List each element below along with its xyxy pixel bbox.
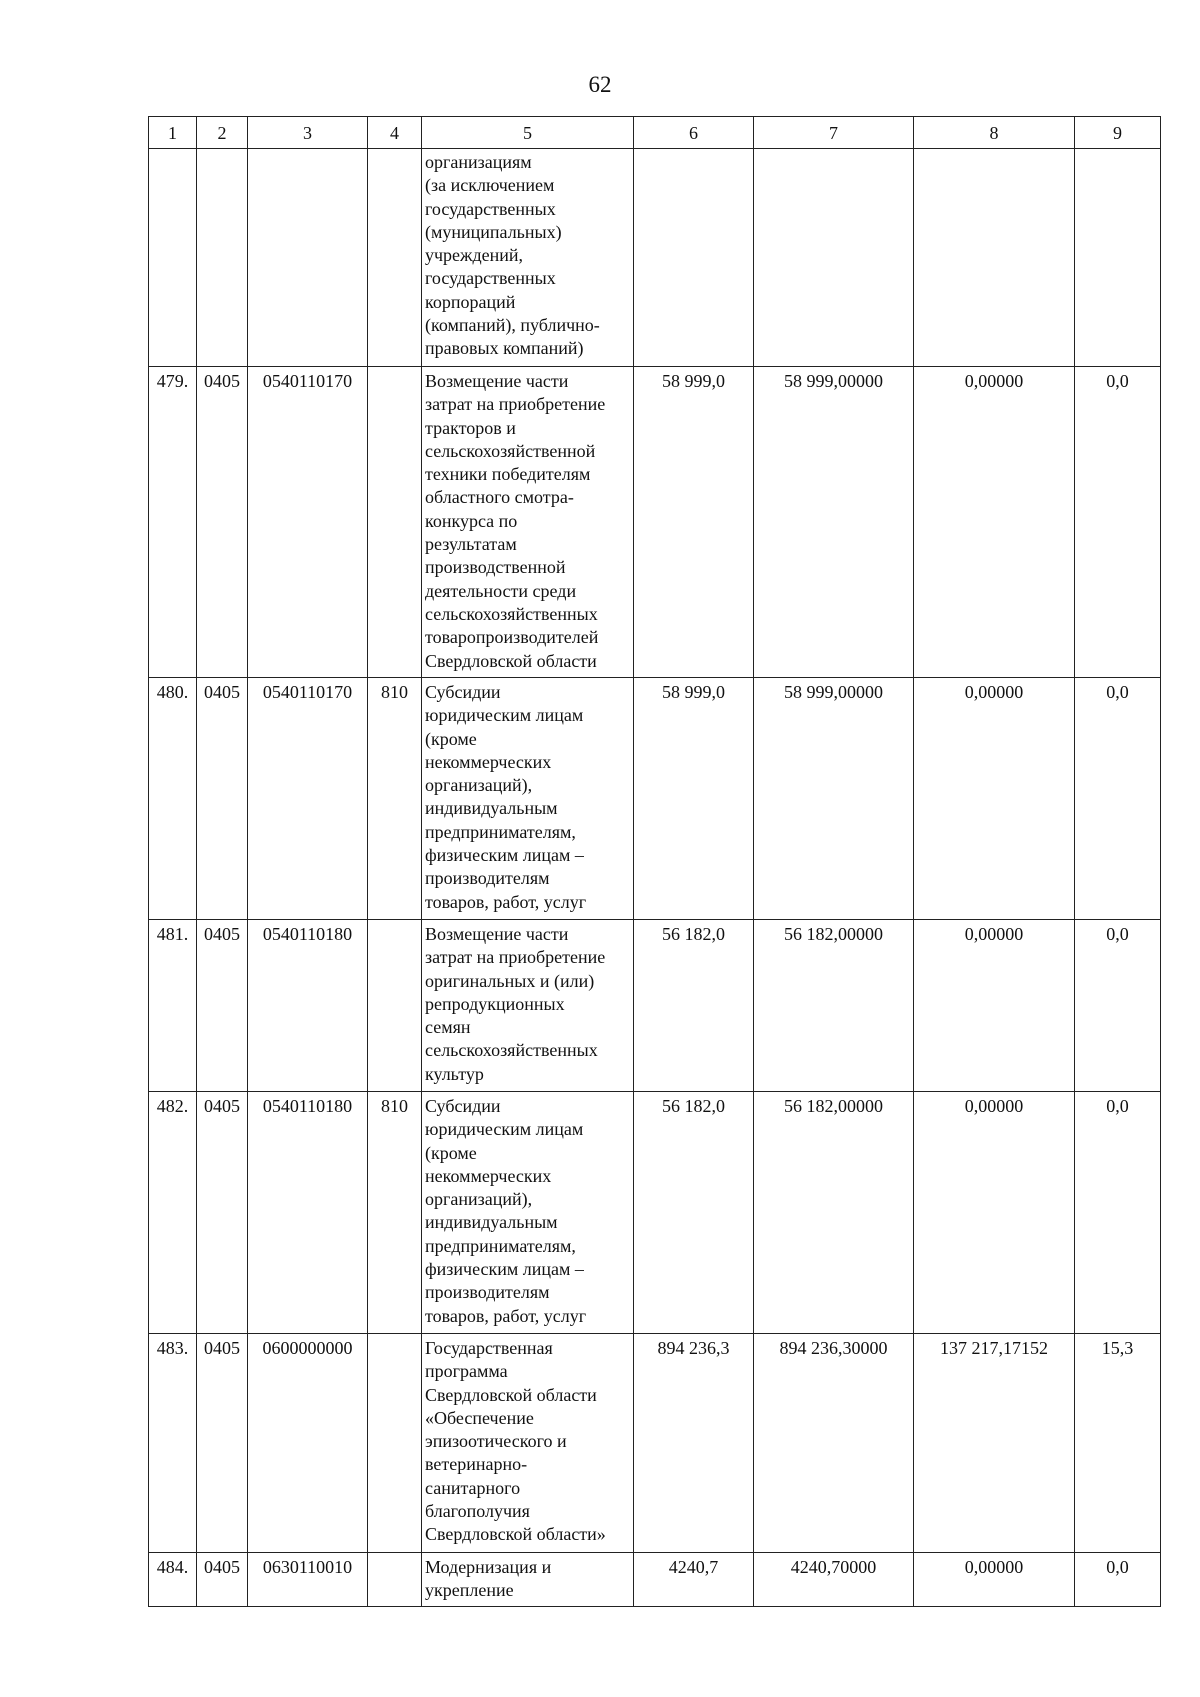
target-article-code: 0630110010 (248, 1553, 368, 1607)
row-number: 479. (149, 367, 197, 678)
column-header: 6 (634, 117, 754, 149)
expense-type-code: 810 (368, 678, 422, 920)
planned-amount (634, 149, 754, 367)
target-article-code: 0540110170 (248, 678, 368, 920)
planned-amount: 4240,7 (634, 1553, 754, 1607)
column-header: 2 (197, 117, 248, 149)
expense-type-code (368, 367, 422, 678)
expense-type-code: 810 (368, 1092, 422, 1334)
expense-type-code (368, 149, 422, 367)
table-row (149, 1092, 1161, 1334)
section-code: 0405 (197, 1092, 248, 1334)
column-header: 8 (914, 117, 1075, 149)
table-row (149, 1553, 1161, 1607)
expense-type-code (368, 1334, 422, 1553)
execution-percent: 0,0 (1075, 1553, 1161, 1607)
column-header: 1 (149, 117, 197, 149)
executed-amount: 0,00000 (914, 367, 1075, 678)
table-row (149, 1334, 1161, 1553)
planned-amount: 58 999,0 (634, 367, 754, 678)
target-article-code (248, 149, 368, 367)
section-code: 0405 (197, 678, 248, 920)
target-article-code: 0540110170 (248, 367, 368, 678)
item-name: Возмещение части затрат на приобретение оригинальных и (или) репродукционных семян сельскохозяйственных культур (422, 920, 634, 1092)
executed-amount (914, 149, 1075, 367)
table-body (149, 149, 1161, 1607)
table-row (149, 367, 1161, 678)
target-article-code: 0540110180 (248, 1092, 368, 1334)
adjusted-amount: 56 182,00000 (754, 1092, 914, 1334)
planned-amount: 58 999,0 (634, 678, 754, 920)
section-code: 0405 (197, 1553, 248, 1607)
execution-percent (1075, 149, 1161, 367)
section-code: 0405 (197, 1334, 248, 1553)
target-article-code: 0540110180 (248, 920, 368, 1092)
execution-percent: 0,0 (1075, 1092, 1161, 1334)
executed-amount: 0,00000 (914, 1553, 1075, 1607)
column-header: 7 (754, 117, 914, 149)
adjusted-amount: 58 999,00000 (754, 367, 914, 678)
row-number (149, 149, 197, 367)
column-header: 5 (422, 117, 634, 149)
adjusted-amount: 894 236,30000 (754, 1334, 914, 1553)
table-row (149, 920, 1161, 1092)
item-name: Субсидии юридическим лицам (кроме некоммерческих организаций), индивидуальным предпринимателям, физическим лицам – производителям товаров, работ, услуг (422, 1092, 634, 1334)
section-code (197, 149, 248, 367)
executed-amount: 0,00000 (914, 678, 1075, 920)
page-number: 62 (588, 72, 612, 97)
target-article-code: 0600000000 (248, 1334, 368, 1553)
execution-percent: 0,0 (1075, 920, 1161, 1092)
planned-amount: 56 182,0 (634, 1092, 754, 1334)
section-code: 0405 (197, 920, 248, 1092)
adjusted-amount: 4240,70000 (754, 1553, 914, 1607)
expense-type-code (368, 920, 422, 1092)
execution-percent: 0,0 (1075, 678, 1161, 920)
row-number: 483. (149, 1334, 197, 1553)
column-header: 3 (248, 117, 368, 149)
executed-amount: 137 217,17152 (914, 1334, 1075, 1553)
section-code: 0405 (197, 367, 248, 678)
execution-percent: 0,0 (1075, 367, 1161, 678)
item-name: организациям (за исключением государственных (муниципальных) учреждений, государственных корпораций (компаний), публично- правовых компаний) (422, 149, 634, 367)
table-row (149, 678, 1161, 920)
row-number: 482. (149, 1092, 197, 1334)
planned-amount: 56 182,0 (634, 920, 754, 1092)
execution-percent: 15,3 (1075, 1334, 1161, 1553)
row-number: 480. (149, 678, 197, 920)
item-name: Государственная программа Свердловской области «Обеспечение эпизоотического и ветеринарно- санитарного благополучия Свердловской области» (422, 1334, 634, 1553)
budget-table (148, 116, 1161, 1607)
table-row (149, 149, 1161, 367)
adjusted-amount: 56 182,00000 (754, 920, 914, 1092)
item-name: Модернизация и укрепление (422, 1553, 634, 1607)
planned-amount: 894 236,3 (634, 1334, 754, 1553)
adjusted-amount (754, 149, 914, 367)
item-name: Возмещение части затрат на приобретение тракторов и сельскохозяйственной техники победителям областного смотра- конкурса по результатам производственной деятельности среди сельскохозяйственных товаропроизводителей Свердловской области (422, 367, 634, 678)
executed-amount: 0,00000 (914, 1092, 1075, 1334)
item-name: Субсидии юридическим лицам (кроме некоммерческих организаций), индивидуальным предпринимателям, физическим лицам – производителям товаров, работ, услуг (422, 678, 634, 920)
table-header-row (149, 117, 1161, 149)
row-number: 481. (149, 920, 197, 1092)
column-header: 9 (1075, 117, 1161, 149)
executed-amount: 0,00000 (914, 920, 1075, 1092)
expense-type-code (368, 1553, 422, 1607)
row-number: 484. (149, 1553, 197, 1607)
column-header: 4 (368, 117, 422, 149)
adjusted-amount: 58 999,00000 (754, 678, 914, 920)
